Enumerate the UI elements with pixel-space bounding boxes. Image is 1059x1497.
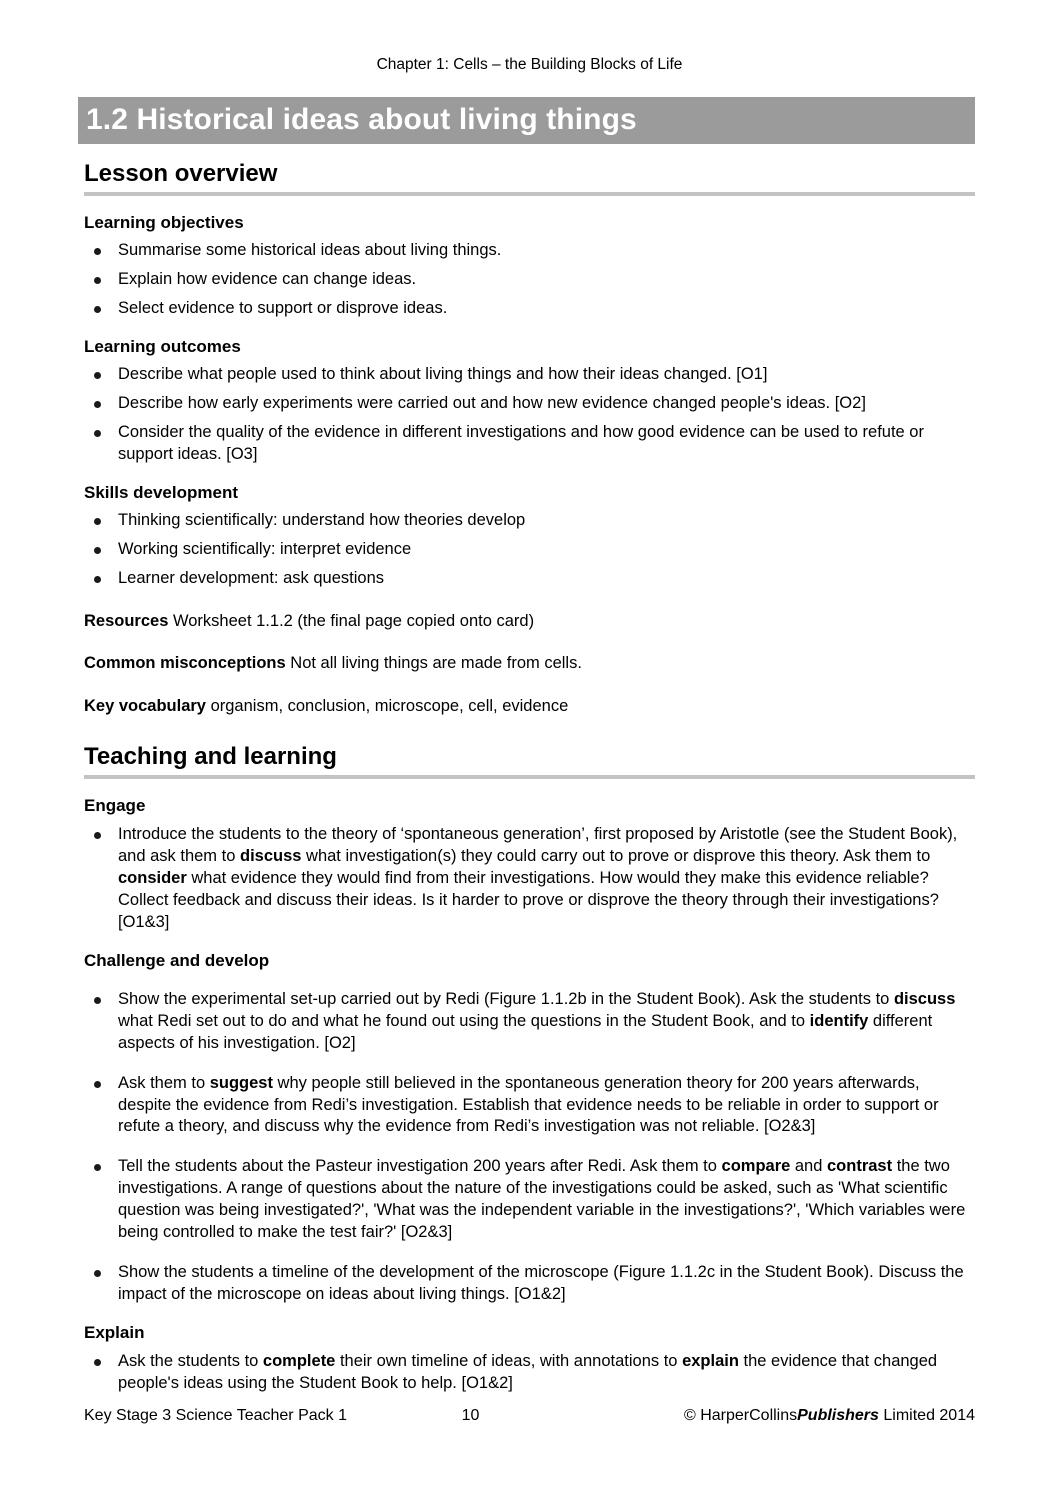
footer-copyright-prefix: © HarperCollins	[683, 1406, 798, 1424]
list-item: Learner development: ask questions	[84, 568, 975, 590]
emphasis-text: complete	[262, 1352, 336, 1371]
list-item	[84, 1351, 975, 1395]
list-item: Describe how early experiments were carried out and how new evidence changed people's ideas. [O2]	[84, 393, 975, 415]
footer-page-number: 10	[461, 1406, 480, 1424]
emphasis-text: discuss	[240, 846, 302, 865]
subheading-explain: Explain	[84, 1323, 145, 1343]
section-heading-teaching-and-learning: Teaching and learning	[84, 743, 975, 779]
resources-text: Worksheet 1.1.2 (the final page copied onto card)	[172, 612, 535, 631]
emphasis-text: compare	[721, 1157, 791, 1176]
key-vocabulary-label: Key vocabulary	[84, 696, 206, 715]
list-explain	[84, 1351, 975, 1395]
body-text: and	[790, 1157, 827, 1176]
list-learning-outcomes	[84, 364, 975, 466]
footer-copyright-publishers: Publishers	[797, 1406, 879, 1424]
page-footer	[84, 1406, 975, 1425]
subheading-challenge-and-develop: Challenge and develop	[84, 950, 270, 970]
body-text: Ask the students to	[118, 1352, 263, 1371]
body-text: different aspects of his investigation. [O2]	[118, 1011, 933, 1052]
resources-line	[84, 610, 975, 632]
body-text: what Redi set out to do and what he found out using the questions in the Student Book, and to	[118, 1011, 810, 1030]
list-item: Explain how evidence can change ideas.	[84, 269, 975, 291]
footer-copyright-suffix: Limited 2014	[878, 1406, 975, 1424]
subheading-learning-objectives: Learning objectives	[84, 212, 244, 232]
body-text: Introduce the students to the theory of ‘spontaneous generation’, first proposed by Aristotle (see the Student Book), and ask them to	[118, 824, 958, 865]
emphasis-text: consider	[118, 868, 187, 887]
list-learning-objectives	[84, 240, 975, 320]
body-text: the evidence that changed people's ideas using the Student Book to help. [O1&2]	[118, 1352, 938, 1393]
list-item	[84, 989, 975, 1055]
body-text: Tell the students about the Pasteur investigation 200 years after Redi. Ask them to	[118, 1157, 722, 1176]
list-item: Summarise some historical ideas about living things.	[84, 240, 975, 262]
body-text: what evidence they would find from their investigations. How would they make this evidence reliable? Collect feedback and discuss their ideas. Is it harder to prove or disprove the theory through their investigations? [O1&3]	[118, 868, 939, 931]
emphasis-text: suggest	[209, 1073, 273, 1092]
list-item: Consider the quality of the evidence in different investigations and how good evidence can be used to refute or support ideas. [O3]	[84, 422, 975, 466]
emphasis-text: identify	[809, 1011, 869, 1030]
list-item: Select evidence to support or disprove ideas.	[84, 298, 975, 320]
list-item	[84, 824, 975, 934]
footer-copyright	[684, 1406, 975, 1425]
emphasis-text: discuss	[893, 989, 956, 1008]
subheading-learning-outcomes: Learning outcomes	[84, 336, 241, 356]
subheading-engage: Engage	[84, 795, 146, 815]
body-text: Show the experimental set-up carried out by Redi (Figure 1.1.2b in the Student Book). Ask the students to	[118, 989, 894, 1008]
list-item	[84, 1262, 975, 1306]
resources-label: Resources	[84, 612, 169, 631]
list-item	[84, 1156, 975, 1244]
body-text: the two investigations. A range of questions about the nature of the investigations could be asked, such as 'What scientific question was being investigated?', 'What was the independent variable in the investigations?', 'Which variables were being controlled to make the test fair?' [O2&3]	[118, 1157, 966, 1242]
body-text: Show the students a timeline of the development of the microscope (Figure 1.1.2c in the Student Book). Discuss the impact of the microscope on ideas about living things. [O1&2]	[118, 1263, 964, 1304]
common-misconceptions-text: Not all living things are made from cells.	[290, 654, 582, 673]
common-misconceptions-line	[84, 652, 975, 674]
key-vocabulary-text: organism, conclusion, microscope, cell, evidence	[210, 696, 569, 715]
list-item: Working scientifically: interpret evidence	[84, 539, 975, 561]
list-challenge-and-develop	[84, 989, 975, 1306]
body-text: why people still believed in the spontaneous generation theory for 200 years afterwards, despite the evidence from Redi’s investigation. Establish that evidence needs to be reliable in order to support or refute a theory, and discuss why the evidence from Redi’s investigation was not reliable. [O2&3]	[118, 1073, 939, 1136]
body-text: what investigation(s) they could carry out to prove or disprove this theory. Ask them to	[301, 846, 931, 865]
list-engage	[84, 824, 975, 934]
page-title-banner: 1.2 Historical ideas about living things	[78, 97, 975, 145]
body-text: their own timeline of ideas, with annotations to	[335, 1352, 683, 1371]
running-header: Chapter 1: Cells – the Building Blocks of Life	[376, 56, 683, 73]
section-heading-lesson-overview: Lesson overview	[84, 160, 975, 196]
list-item: Thinking scientifically: understand how theories develop	[84, 510, 975, 532]
list-item: Describe what people used to think about living things and how their ideas changed. [O1]	[84, 364, 975, 386]
key-vocabulary-line	[84, 695, 975, 717]
list-skills-development	[84, 510, 975, 590]
common-misconceptions-label: Common misconceptions	[84, 654, 286, 673]
body-text: Ask them to	[118, 1073, 210, 1092]
emphasis-text: contrast	[827, 1157, 893, 1176]
footer-left-text: Key Stage 3 Science Teacher Pack 1	[84, 1406, 347, 1424]
list-item	[84, 1073, 975, 1139]
emphasis-text: explain	[682, 1352, 739, 1371]
subheading-skills-development: Skills development	[84, 482, 238, 502]
